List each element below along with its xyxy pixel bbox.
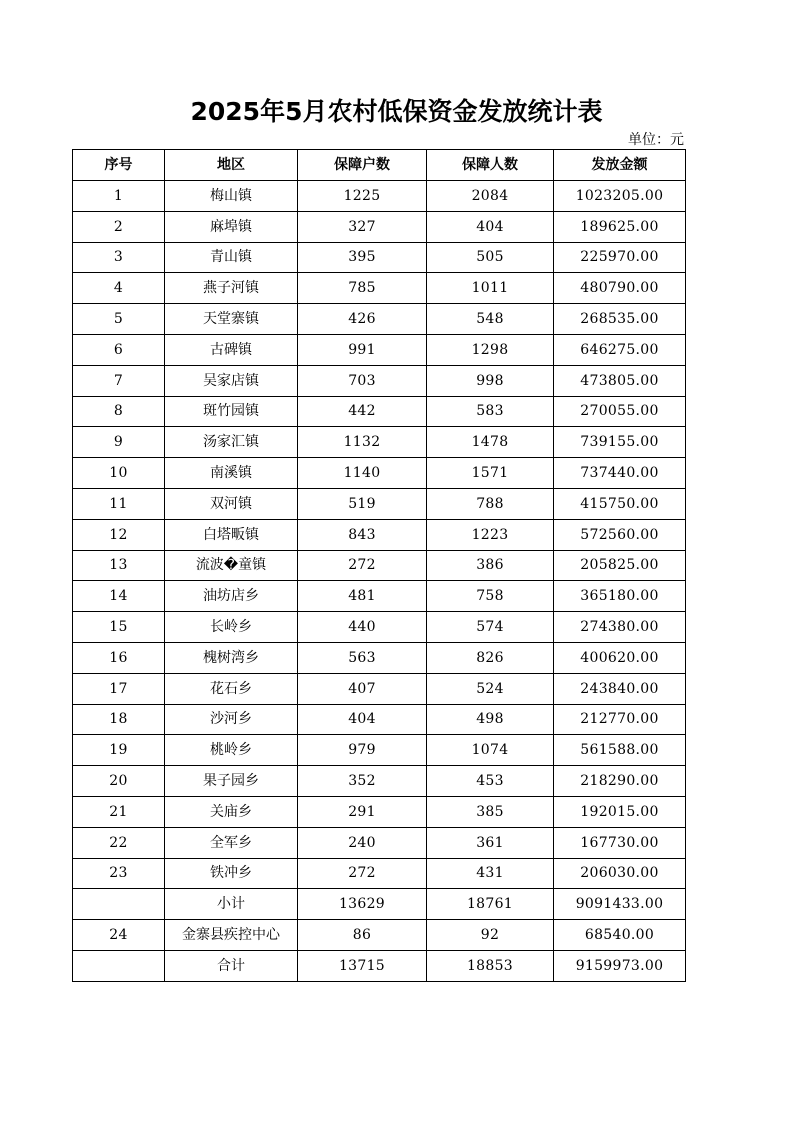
cell-serial: 12 (73, 519, 165, 550)
cell-amount: 415750.00 (554, 488, 686, 519)
cell-amount: 206030.00 (554, 858, 686, 889)
cell-region: 金寨县疾控中心 (165, 920, 298, 951)
cell-persons: 18853 (427, 950, 554, 981)
cell-persons: 453 (427, 766, 554, 797)
cell-persons: 386 (427, 550, 554, 581)
cell-persons: 1011 (427, 273, 554, 304)
cell-households: 272 (298, 550, 427, 581)
cell-region: 汤家汇镇 (165, 427, 298, 458)
cell-amount: 68540.00 (554, 920, 686, 951)
cell-amount: 268535.00 (554, 304, 686, 335)
cell-persons: 998 (427, 365, 554, 396)
cell-households: 785 (298, 273, 427, 304)
table-row (73, 642, 686, 673)
cell-persons: 1074 (427, 735, 554, 766)
cell-households: 327 (298, 211, 427, 242)
cell-region: 吴家店镇 (165, 365, 298, 396)
cell-region: 流波�童镇 (165, 550, 298, 581)
table-row (73, 519, 686, 550)
cell-amount: 572560.00 (554, 519, 686, 550)
cell-amount: 167730.00 (554, 827, 686, 858)
table-row (73, 950, 686, 981)
cell-persons: 505 (427, 242, 554, 273)
statistics-table (72, 149, 686, 982)
cell-households: 1225 (298, 181, 427, 212)
cell-persons: 548 (427, 304, 554, 335)
cell-amount: 9159973.00 (554, 950, 686, 981)
cell-region: 麻埠镇 (165, 211, 298, 242)
cell-amount: 212770.00 (554, 704, 686, 735)
cell-serial: 18 (73, 704, 165, 735)
cell-region: 天堂寨镇 (165, 304, 298, 335)
cell-serial: 19 (73, 735, 165, 766)
cell-persons: 431 (427, 858, 554, 889)
table-row (73, 735, 686, 766)
cell-amount: 480790.00 (554, 273, 686, 304)
cell-households: 407 (298, 673, 427, 704)
cell-households: 442 (298, 396, 427, 427)
table-row (73, 827, 686, 858)
cell-serial (73, 950, 165, 981)
table-row (73, 858, 686, 889)
cell-persons: 758 (427, 581, 554, 612)
cell-amount: 225970.00 (554, 242, 686, 273)
table-row (73, 273, 686, 304)
cell-persons: 1571 (427, 458, 554, 489)
cell-households: 481 (298, 581, 427, 612)
cell-households: 240 (298, 827, 427, 858)
header-persons: 保障人数 (427, 150, 554, 181)
cell-serial: 6 (73, 334, 165, 365)
cell-serial: 24 (73, 920, 165, 951)
cell-amount: 473805.00 (554, 365, 686, 396)
cell-serial: 13 (73, 550, 165, 581)
cell-amount: 243840.00 (554, 673, 686, 704)
cell-region: 长岭乡 (165, 612, 298, 643)
cell-serial: 8 (73, 396, 165, 427)
cell-serial: 2 (73, 211, 165, 242)
cell-amount: 1023205.00 (554, 181, 686, 212)
cell-serial: 10 (73, 458, 165, 489)
cell-persons: 788 (427, 488, 554, 519)
table-row (73, 211, 686, 242)
page-title: 2025年5月农村低保资金发放统计表 (190, 97, 603, 126)
cell-persons: 498 (427, 704, 554, 735)
cell-amount: 9091433.00 (554, 889, 686, 920)
cell-households: 979 (298, 735, 427, 766)
table-header-row (73, 150, 686, 181)
cell-households: 1132 (298, 427, 427, 458)
cell-region: 南溪镇 (165, 458, 298, 489)
unit-label: 单位：元 (628, 132, 684, 148)
table-row (73, 766, 686, 797)
cell-amount: 365180.00 (554, 581, 686, 612)
cell-households: 86 (298, 920, 427, 951)
header-region: 地区 (165, 150, 298, 181)
cell-persons: 1478 (427, 427, 554, 458)
cell-households: 13629 (298, 889, 427, 920)
cell-persons: 404 (427, 211, 554, 242)
cell-persons: 2084 (427, 181, 554, 212)
cell-serial: 7 (73, 365, 165, 396)
cell-households: 395 (298, 242, 427, 273)
table-row (73, 581, 686, 612)
cell-region: 关庙乡 (165, 796, 298, 827)
cell-serial: 5 (73, 304, 165, 335)
table-row (73, 796, 686, 827)
cell-serial: 17 (73, 673, 165, 704)
cell-amount: 561588.00 (554, 735, 686, 766)
cell-households: 519 (298, 488, 427, 519)
cell-amount: 274380.00 (554, 612, 686, 643)
table-row (73, 458, 686, 489)
cell-region: 果子园乡 (165, 766, 298, 797)
cell-persons: 524 (427, 673, 554, 704)
table-row (73, 920, 686, 951)
cell-region: 燕子河镇 (165, 273, 298, 304)
cell-persons: 18761 (427, 889, 554, 920)
table-row (73, 612, 686, 643)
cell-region: 小计 (165, 889, 298, 920)
cell-amount: 737440.00 (554, 458, 686, 489)
table-row (73, 181, 686, 212)
cell-serial: 21 (73, 796, 165, 827)
cell-serial: 14 (73, 581, 165, 612)
table-row (73, 889, 686, 920)
table-row (73, 396, 686, 427)
header-households: 保障户数 (298, 150, 427, 181)
cell-region: 白塔畈镇 (165, 519, 298, 550)
cell-households: 352 (298, 766, 427, 797)
cell-serial: 22 (73, 827, 165, 858)
cell-households: 563 (298, 642, 427, 673)
cell-serial: 9 (73, 427, 165, 458)
table-row (73, 550, 686, 581)
cell-persons: 361 (427, 827, 554, 858)
cell-serial: 1 (73, 181, 165, 212)
cell-persons: 92 (427, 920, 554, 951)
cell-region: 桃岭乡 (165, 735, 298, 766)
cell-serial: 11 (73, 488, 165, 519)
table-row (73, 427, 686, 458)
cell-region: 古碑镇 (165, 334, 298, 365)
cell-persons: 574 (427, 612, 554, 643)
cell-region: 沙河乡 (165, 704, 298, 735)
table-row (73, 334, 686, 365)
cell-serial (73, 889, 165, 920)
table-row (73, 488, 686, 519)
table-row (73, 304, 686, 335)
cell-region: 梅山镇 (165, 181, 298, 212)
cell-households: 1140 (298, 458, 427, 489)
cell-serial: 3 (73, 242, 165, 273)
table-row (73, 242, 686, 273)
table-body (73, 181, 686, 982)
cell-region: 双河镇 (165, 488, 298, 519)
cell-persons: 583 (427, 396, 554, 427)
cell-region: 合计 (165, 950, 298, 981)
cell-region: 油坊店乡 (165, 581, 298, 612)
cell-households: 13715 (298, 950, 427, 981)
table-row (73, 365, 686, 396)
cell-households: 703 (298, 365, 427, 396)
cell-amount: 189625.00 (554, 211, 686, 242)
table-row (73, 673, 686, 704)
cell-serial: 23 (73, 858, 165, 889)
cell-persons: 385 (427, 796, 554, 827)
cell-region: 花石乡 (165, 673, 298, 704)
cell-amount: 270055.00 (554, 396, 686, 427)
cell-amount: 739155.00 (554, 427, 686, 458)
cell-region: 槐树湾乡 (165, 642, 298, 673)
cell-households: 843 (298, 519, 427, 550)
cell-households: 991 (298, 334, 427, 365)
cell-households: 404 (298, 704, 427, 735)
cell-amount: 205825.00 (554, 550, 686, 581)
cell-amount: 400620.00 (554, 642, 686, 673)
cell-serial: 4 (73, 273, 165, 304)
cell-amount: 646275.00 (554, 334, 686, 365)
cell-persons: 1223 (427, 519, 554, 550)
cell-serial: 20 (73, 766, 165, 797)
cell-region: 青山镇 (165, 242, 298, 273)
cell-persons: 1298 (427, 334, 554, 365)
table-row (73, 704, 686, 735)
cell-region: 全军乡 (165, 827, 298, 858)
cell-households: 426 (298, 304, 427, 335)
cell-amount: 218290.00 (554, 766, 686, 797)
header-serial: 序号 (73, 150, 165, 181)
cell-persons: 826 (427, 642, 554, 673)
cell-households: 440 (298, 612, 427, 643)
cell-region: 铁冲乡 (165, 858, 298, 889)
cell-amount: 192015.00 (554, 796, 686, 827)
cell-households: 272 (298, 858, 427, 889)
header-amount: 发放金额 (554, 150, 686, 181)
cell-region: 斑竹园镇 (165, 396, 298, 427)
cell-households: 291 (298, 796, 427, 827)
cell-serial: 15 (73, 612, 165, 643)
cell-serial: 16 (73, 642, 165, 673)
